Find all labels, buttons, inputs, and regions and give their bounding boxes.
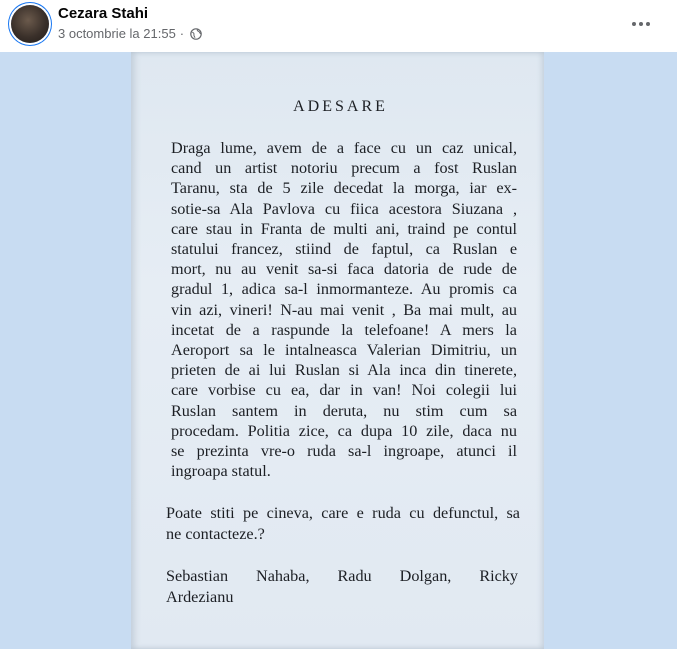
author-avatar[interactable] [11,5,49,43]
document-question [166,503,520,544]
document-body-line: Ruslan santem in deruta, nu stim cum sa [171,401,517,420]
post-timestamp[interactable]: 3 octombrie la 21:55 [58,26,176,41]
document-title: ADESARE [293,98,388,115]
document-sheet [131,52,544,649]
document-signers-line: Sebastian Nahaba, Radu Dolgan, Ricky [166,567,518,585]
document-body-line: care vorbise cu ea, dar in van! Noi colegii lui [171,381,517,400]
document-signers-line: Ardezianu [166,587,234,606]
author-name[interactable]: Cezara Stahi [58,5,149,22]
document-question-line: Poate stiti pe cineva, care e ruda cu defunctul, sa [166,504,520,522]
document-body-line: gradul 1, adica sa-l inmormanteze. Au promis ca [171,280,517,299]
document-body-line: Aeroport sa le intalneasca Valerian Dimitriu, un [171,341,517,360]
more-options-button[interactable] [619,11,663,35]
meta-separator: · [179,26,185,41]
document-body-line: care stau in Franta de multi ani, traind pe contul [171,219,517,238]
post-meta [58,26,202,41]
globe-icon[interactable] [190,28,202,40]
document-body-line: sotie-sa Ala Pavlova cu fiica acestora Siuzana , [171,199,517,218]
document-body-line: prieten de ai lui Ruslan si Ala inca din tinerete, [171,361,517,380]
document-body-line: cand un artist notoriu precum a fost Ruslan [171,159,517,178]
post-header [0,0,677,52]
document-body-line: Draga lume, avem de a face cu un caz unical, [171,139,517,157]
document-signers [166,566,518,607]
document-body-line: statului francez, stiind de faptul, ca Ruslan e [171,240,517,259]
post-photo[interactable] [0,52,677,649]
document-body-line: vin azi, vineri! N-au mai venit , Ba mai mult, au [171,300,517,319]
document-body-line: ingroapa statul. [171,462,271,481]
document-body-line: procedam. Politia zice, ca dupa 10 zile, daca nu [171,421,517,440]
document-body-line: mort, nu au venit sa-si faca datoria de rude de [171,260,517,279]
more-options-icon [631,14,651,32]
document-body-line: se prezinta vre-o ruda sa-l ingroape, atunci il [171,442,517,461]
document-body [171,138,517,481]
document-question-line: ne contacteze.? [166,524,265,543]
document-body-line: Taranu, sta de 5 zile decedat la morga, iar ex- [171,179,517,198]
document-body-line: incetat de a raspunde la telefoane! A mers la [171,320,517,339]
